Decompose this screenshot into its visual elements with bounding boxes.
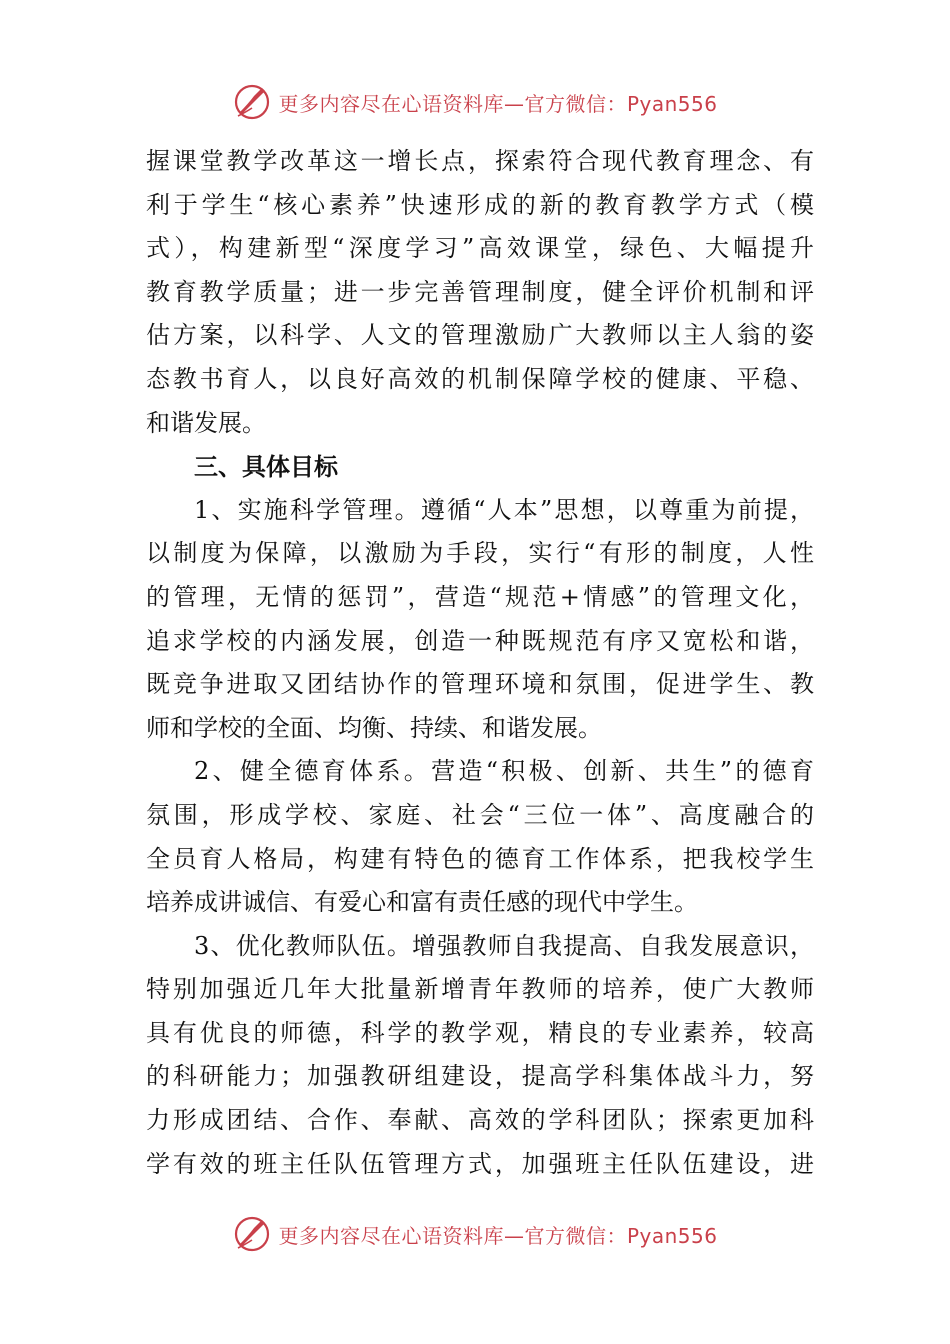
paragraph-first-line: 3、优化教师队伍。增强教师自我提高、自我发展意识，	[194, 931, 814, 960]
body-line: 利于学生“核心素养”快速形成的新的教育教学方式（模	[146, 190, 814, 219]
paragraph-first-line: 2、健全德育体系。营造“积极、创新、共生”的德育	[194, 757, 814, 786]
body-line: 具有优良的师德，科学的教学观，精良的专业素养，较高	[146, 1018, 814, 1047]
pen-circle-logo-icon	[232, 1214, 272, 1254]
paragraph-last-line: 培养成讲诚信、有爱心和富有责任感的现代中学生。	[146, 888, 698, 917]
body-line: 力形成团结、合作、奉献、高效的学科团队；探索更加科	[146, 1106, 814, 1135]
body-line: 特别加强近几年大批量新增青年教师的培养，使广大教师	[146, 975, 814, 1004]
body-line: 全员育人格局，构建有特色的德育工作体系，把我校学生	[146, 844, 814, 873]
section-heading: 三、具体目标	[194, 452, 338, 482]
paragraph-last-line: 师和学校的全面、均衡、持续、和谐发展。	[146, 713, 602, 742]
pen-circle-logo-icon	[232, 82, 272, 122]
body-line: 估方案，以科学、人文的管理激励广大教师以主人翁的姿	[146, 321, 814, 350]
document-body	[146, 140, 814, 1186]
body-line: 既竞争进取又团结协作的管理环境和氛围，促进学生、教	[146, 670, 814, 699]
footer-banner	[0, 1212, 950, 1256]
header-banner	[0, 80, 950, 124]
body-line: 的科研能力；加强教研组建设，提高学科集体战斗力，努	[146, 1062, 814, 1091]
body-line: 教育教学质量；进一步完善管理制度，健全评价机制和评	[146, 277, 814, 306]
body-line: 以制度为保障，以激励为手段，实行“有形的制度，人性	[146, 539, 814, 568]
banner-text: 更多内容尽在心语资料库—官方微信：Pyan556	[278, 1223, 718, 1248]
paragraph-last-line: 和谐发展。	[146, 408, 266, 437]
paragraph-first-line: 1、实施科学管理。遵循“人本”思想，以尊重为前提，	[194, 495, 814, 524]
banner-text: 更多内容尽在心语资料库—官方微信：Pyan556	[278, 91, 718, 116]
body-line: 态教书育人，以良好高效的机制保障学校的健康、平稳、	[146, 364, 814, 393]
body-line: 握课堂教学改革这一增长点，探索符合现代教育理念、有	[146, 147, 814, 175]
body-line: 学有效的班主任队伍管理方式，加强班主任队伍建设，进	[146, 1149, 814, 1178]
body-line: 式），构建新型“深度学习”高效课堂，绿色、大幅提升	[146, 234, 814, 263]
body-line: 的管理，无情的惩罚”，营造“规范+情感”的管理文化，	[146, 582, 814, 611]
body-line: 追求学校的内涵发展，创造一种既规范有序又宽松和谐，	[146, 626, 814, 655]
body-line: 氛围，形成学校、家庭、社会“三位一体”、高度融合的	[146, 800, 814, 829]
